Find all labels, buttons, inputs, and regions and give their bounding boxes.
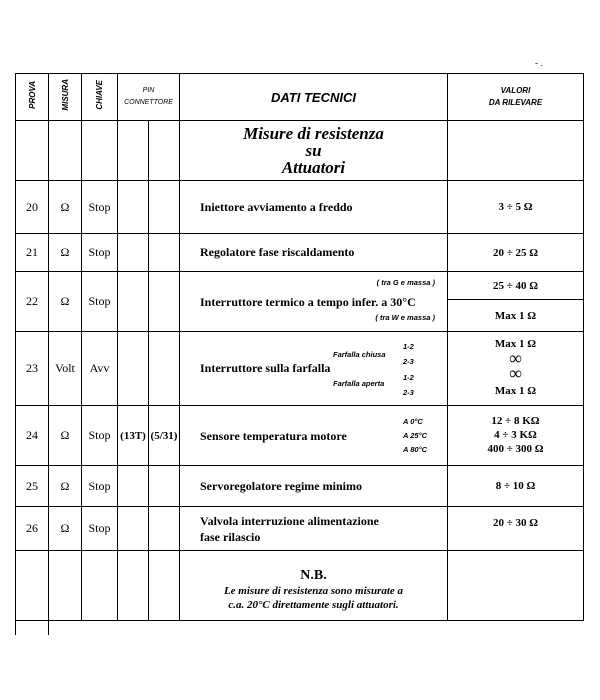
row-description: Farfalla chiusa 1-2 2-3 Interruttore sulla farfalla Farfalla aperta 1-2 2-3 bbox=[180, 332, 448, 406]
pin-5-31: (5/31) bbox=[149, 406, 180, 466]
table-row: 25 Ω Stop Servoregolatore regime minimo 8 ÷ 10 Ω bbox=[16, 466, 584, 507]
trailing-row bbox=[16, 621, 584, 635]
pin-13t: (13T) bbox=[118, 406, 149, 466]
header-prova: PROVA bbox=[16, 74, 49, 121]
nb-row bbox=[16, 551, 584, 621]
note-tra-w: ( tra W e massa ) bbox=[375, 313, 435, 322]
table-row: 22 Ω Stop ( tra G e massa ) Interruttore termico a tempo infer. a 30°C ( tra W e massa ) 25 ÷ 40 Ω bbox=[16, 272, 584, 300]
header-pin-connettore: PIN CONNETTORE bbox=[118, 74, 180, 121]
row-description: Iniettore avviamento a freddo bbox=[180, 181, 448, 234]
row-value: 20 ÷ 30 Ω bbox=[448, 507, 584, 551]
section-title-row bbox=[16, 121, 584, 181]
table-row: 24 Ω Stop (13T) (5/31) Sensore temperatura motore A 0°C A 25°C A 80°C 12 ÷ 8 KΩ 4 ÷ 3 KΩ 400 ÷ 300 Ω bbox=[16, 406, 584, 466]
label-farfalla-chiusa: Farfalla chiusa bbox=[333, 350, 386, 359]
header-chiave: CHIAVE bbox=[82, 74, 118, 121]
row-description: ( tra G e massa ) Interruttore termico a tempo infer. a 30°C ( tra W e massa ) bbox=[180, 272, 448, 332]
row-value: 3 ÷ 5 Ω bbox=[448, 181, 584, 234]
row-description: Sensore temperatura motore A 0°C A 25°C A 80°C bbox=[180, 406, 448, 466]
table-header-row bbox=[16, 74, 584, 121]
row-value: 25 ÷ 40 Ω bbox=[448, 272, 584, 300]
table-row: 20 Ω Stop Iniettore avviamento a freddo 3 ÷ 5 Ω bbox=[16, 181, 584, 234]
row-value: 20 ÷ 25 Ω bbox=[448, 234, 584, 272]
header-misura: MISURA bbox=[49, 74, 82, 121]
nb-note: N.B. Le misure di resistenza sono misurate a c.a. 20°C direttamente sugli attuatori. bbox=[180, 551, 448, 621]
row-value: Max 1 Ω bbox=[448, 300, 584, 332]
table-row: 21 Ω Stop Regolatore fase riscaldamento 20 ÷ 25 Ω bbox=[16, 234, 584, 272]
row-description: Regolatore fase riscaldamento bbox=[180, 234, 448, 272]
label-farfalla-aperta: Farfalla aperta bbox=[333, 379, 385, 388]
header-valori: VALORI DA RILEVARE bbox=[448, 74, 584, 121]
technical-data-table bbox=[15, 73, 584, 635]
header-dati-tecnici: DATI TECNICI bbox=[180, 74, 448, 121]
row-description: Servoregolatore regime minimo bbox=[180, 466, 448, 507]
row-description: Valvola interruzione alimentazione fase rilascio bbox=[180, 507, 448, 551]
row-value: 8 ÷ 10 Ω bbox=[448, 466, 584, 507]
corner-mark: - . bbox=[535, 58, 543, 68]
table-row: 23 Volt Avv Farfalla chiusa 1-2 2-3 Interruttore sulla farfalla Farfalla aperta 1-2 2-3 Max 1 Ω ∞ ∞ Max 1 Ω bbox=[16, 332, 584, 406]
table-row: 26 Ω Stop Valvola interruzione alimentazione fase rilascio 20 ÷ 30 Ω bbox=[16, 507, 584, 551]
row-value: 12 ÷ 8 KΩ 4 ÷ 3 KΩ 400 ÷ 300 Ω bbox=[448, 406, 584, 466]
section-title: Misure di resistenza su Attuatori bbox=[180, 121, 448, 181]
note-tra-g: ( tra G e massa ) bbox=[376, 278, 435, 287]
row-value: Max 1 Ω ∞ ∞ Max 1 Ω bbox=[448, 332, 584, 406]
